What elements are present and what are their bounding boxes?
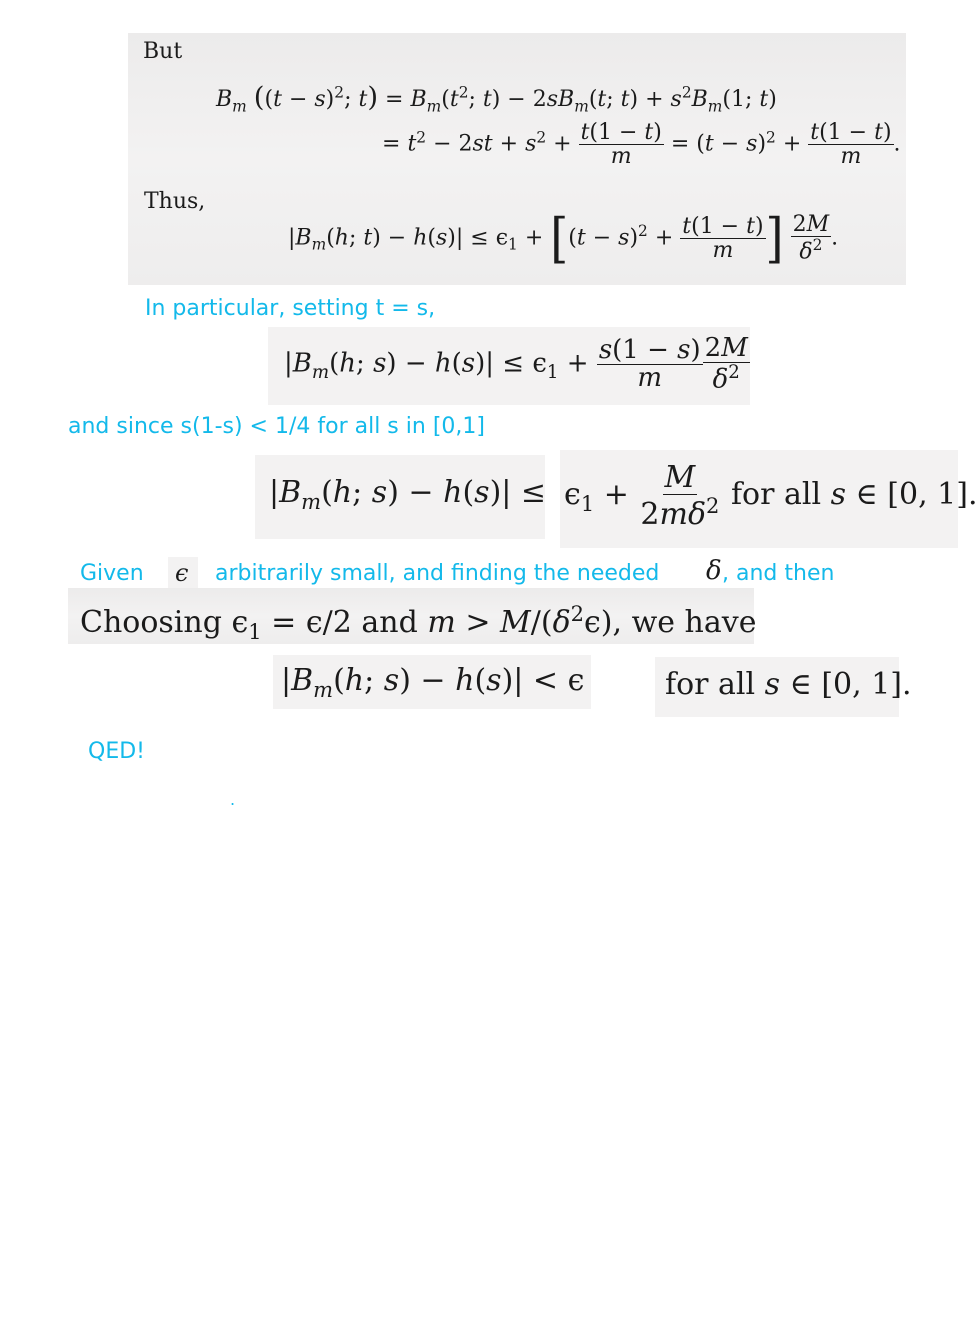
choosing-word: Choosing bbox=[80, 605, 222, 640]
equation-line-3: $|B_m(h$; $t) - h(s)| \le \epsilon_1 + [(t - s)^2$ + $\frac{t(1 - t)}{m}$ ] $\frac{2M}{\delta^2}$ . bbox=[288, 207, 839, 270]
note-in-particular: In particular, setting t = s, bbox=[145, 296, 436, 321]
scanned-derivation bbox=[128, 33, 906, 285]
note-given-post: , and then bbox=[722, 561, 835, 586]
note-and-since: and since s(1-s) < 1/4 for all s in [0,1] bbox=[68, 414, 485, 439]
equation-bound-rhs: $\epsilon_1$ + $\frac{M}{2m\delta^2}$ for all s ∈ [0, 1]. bbox=[564, 460, 978, 532]
for-all-label-1: for all bbox=[730, 477, 822, 512]
note-dot: . bbox=[230, 790, 236, 809]
scanned-equation-right bbox=[560, 450, 978, 548]
scanned-equation-left bbox=[255, 455, 545, 539]
scanned-equation-s bbox=[268, 327, 750, 405]
equation-bound-lhs: $|B_m(h$; s) − h(s)| ≤ bbox=[269, 475, 547, 514]
scanned-final-lhs bbox=[273, 655, 591, 709]
note-given-pre: Given bbox=[80, 561, 144, 586]
equation-s-bound: $|B_m(h$; $s) - h(s)| \le \epsilon_1$ + $\frac{s(1 - s)}{m}$ $\frac{2M}{\delta^2}$ bbox=[284, 333, 748, 395]
equation-line-1: $B_m$ ($(t - s)^2$; $t) = B_m(t^2$; $t) - 2sB_m(t$; $t) + s^2B_m(1$; t) bbox=[216, 81, 777, 116]
we-have-phrase: we have bbox=[631, 605, 757, 640]
but-label: But bbox=[143, 39, 183, 64]
epsilon-symbol: ϵ bbox=[175, 559, 189, 587]
for-all-label-2: for all bbox=[665, 667, 756, 702]
equation-line-2: = $t^2 - 2st + s^2$ + $\frac{t(1 - t)}{m}$ = $(t - s)^2$ + $\frac{t(1 - t)}{m}$ . bbox=[382, 120, 901, 170]
and-word: and bbox=[361, 605, 418, 640]
thus-label: Thus, bbox=[144, 189, 206, 214]
note-qed: QED! bbox=[88, 739, 145, 764]
final-inequality: $|B_m(h$; s) − h(s)| < ϵ bbox=[281, 663, 585, 702]
delta-symbol: δ bbox=[706, 556, 722, 586]
note-given-mid: arbitrarily small, and finding the needed bbox=[215, 561, 660, 586]
choosing-sentence: Choosing $\epsilon_1 = \epsilon/2$ and $m > M/(\delta^2\epsilon)$, we have bbox=[80, 602, 757, 644]
final-for-all: for all s ∈ [0, 1]. bbox=[665, 667, 912, 702]
scanned-choosing bbox=[68, 588, 757, 644]
scanned-final-rhs bbox=[655, 657, 912, 717]
